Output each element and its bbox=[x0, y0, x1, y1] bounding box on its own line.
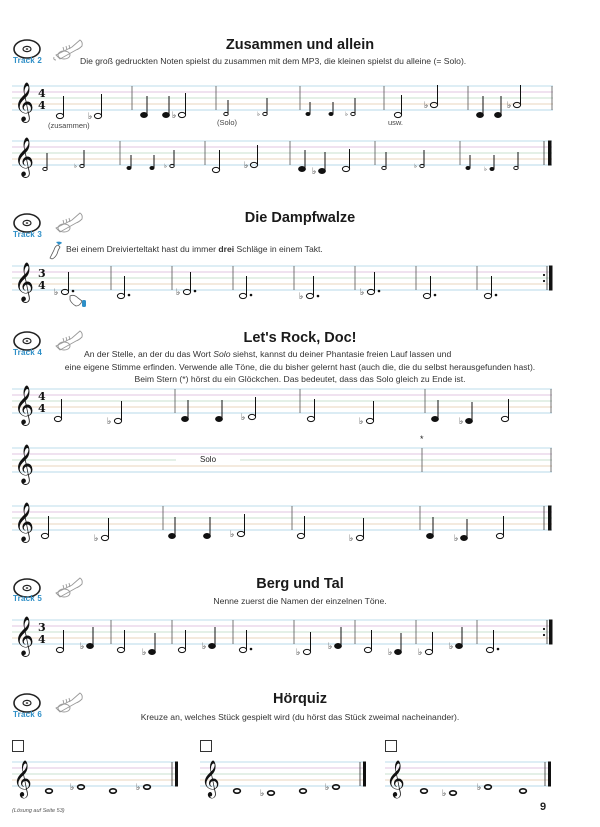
svg-text:♭: ♭ bbox=[172, 111, 177, 121]
section-title: Die Dampfwalze bbox=[244, 210, 356, 226]
svg-text:♭: ♭ bbox=[454, 534, 459, 544]
svg-text:♭: ♭ bbox=[477, 783, 482, 793]
treble-clef-icon: 𝄞 bbox=[14, 502, 35, 542]
svg-text:♭: ♭ bbox=[202, 642, 207, 652]
music-staff bbox=[0, 80, 600, 140]
section-description: Die groß gedruckten Noten spielst du zusammen mit dem MP3, die kleinen spielst du alleine (= Solo). bbox=[80, 56, 467, 66]
svg-text:♭: ♭ bbox=[418, 648, 423, 658]
quiz-option-3-checkbox[interactable] bbox=[385, 740, 397, 752]
music-staff bbox=[0, 260, 600, 320]
svg-text:♭: ♭ bbox=[349, 534, 354, 544]
music-staff-solo bbox=[0, 434, 600, 502]
svg-text:♭: ♭ bbox=[107, 417, 112, 427]
final-barline bbox=[548, 506, 552, 531]
section-description-line-1: An der Stelle, an der du das Wort Solo siehst, kannst du deiner Phantasie freien Lauf lassen und bbox=[84, 349, 452, 359]
treble-clef-icon: 𝄞 bbox=[14, 385, 35, 425]
svg-text:♭: ♭ bbox=[70, 783, 75, 793]
music-staff bbox=[0, 135, 600, 195]
music-staff bbox=[0, 500, 600, 560]
svg-text:4: 4 bbox=[38, 87, 46, 100]
note-label-solo: (Solo) bbox=[217, 118, 238, 127]
quiz-option-2-checkbox[interactable] bbox=[200, 740, 212, 752]
svg-text:♭: ♭ bbox=[176, 288, 181, 298]
svg-text:♭: ♭ bbox=[360, 288, 365, 298]
section-description: Bei einem Dreivierteltakt hast du immer drei Schläge in einem Takt. bbox=[66, 244, 323, 254]
svg-text:4: 4 bbox=[38, 99, 46, 112]
svg-text:♭: ♭ bbox=[80, 642, 85, 652]
svg-text:4: 4 bbox=[38, 279, 46, 292]
emphasis-drei: drei bbox=[218, 244, 235, 254]
svg-text:4: 4 bbox=[38, 633, 46, 646]
staff-notation bbox=[0, 260, 600, 320]
svg-text:♭: ♭ bbox=[449, 642, 454, 652]
treble-clef-icon: 𝄞 bbox=[14, 137, 35, 177]
star-marker: * bbox=[420, 434, 424, 444]
section-description-line-3: Beim Stern (*) hörst du ein Glöckchen. Das bedeutet, dass das Solo gleich zu Ende ist. bbox=[134, 374, 466, 384]
track-label: Track 5 bbox=[13, 594, 42, 603]
svg-text:♭: ♭ bbox=[388, 648, 393, 658]
svg-text:♭: ♭ bbox=[54, 288, 59, 298]
track-label: Track 6 bbox=[13, 710, 42, 719]
svg-text:♭: ♭ bbox=[328, 642, 333, 652]
svg-text:♭: ♭ bbox=[136, 783, 141, 793]
staff-notation bbox=[0, 383, 600, 443]
svg-text:♭: ♭ bbox=[312, 167, 317, 177]
svg-text:♭: ♭ bbox=[260, 789, 265, 799]
track-label: Track 4 bbox=[13, 348, 42, 357]
treble-clef-icon: 𝄞 bbox=[14, 82, 35, 122]
svg-text:♭: ♭ bbox=[74, 163, 77, 170]
svg-text:♭: ♭ bbox=[442, 789, 447, 799]
treble-clef-icon: 𝄞 bbox=[13, 759, 32, 797]
svg-text:♭: ♭ bbox=[241, 413, 246, 423]
repeat-barline bbox=[549, 620, 553, 645]
svg-text:♭: ♭ bbox=[424, 101, 429, 111]
repeat-barline bbox=[549, 266, 553, 291]
final-barline bbox=[548, 141, 552, 166]
svg-text:♭: ♭ bbox=[257, 111, 260, 118]
svg-text:♭: ♭ bbox=[345, 111, 348, 118]
svg-text:♭: ♭ bbox=[164, 163, 167, 170]
track-label: Track 2 bbox=[13, 56, 42, 65]
section-description-line-2: eine eigene Stimme erfinden. Verwende alle Töne, die du bisher gelernt hast (auch die, die du selbst herausgefunden hast). bbox=[64, 362, 536, 372]
svg-text:♭: ♭ bbox=[94, 534, 99, 544]
treble-clef-icon: 𝄞 bbox=[14, 262, 35, 302]
quiz-option-3-staff bbox=[373, 756, 573, 806]
music-staff bbox=[0, 614, 600, 674]
section-description: Kreuze an, welches Stück gespielt wird (du hörst das Stück zweimal nacheinander). bbox=[140, 712, 460, 722]
quiz-option-1-checkbox[interactable] bbox=[12, 740, 24, 752]
track-label: Track 3 bbox=[13, 230, 42, 239]
svg-text:4: 4 bbox=[38, 402, 46, 415]
quiz-option-2-staff bbox=[188, 756, 388, 806]
treble-clef-icon: 𝄞 bbox=[14, 616, 35, 656]
svg-text:♭: ♭ bbox=[359, 417, 364, 427]
svg-text:♭: ♭ bbox=[507, 101, 512, 111]
note-label-zusammen: (zusammen) bbox=[48, 121, 90, 130]
treble-clef-icon: 𝄞 bbox=[386, 759, 405, 797]
svg-text:3: 3 bbox=[38, 621, 46, 634]
music-staff bbox=[0, 383, 600, 443]
section-description: Nenne zuerst die Namen der einzelnen Töne. bbox=[213, 596, 387, 606]
treble-clef-icon: 𝄞 bbox=[201, 759, 220, 797]
staff-notation bbox=[0, 80, 600, 140]
pointing-hand-icon bbox=[46, 240, 64, 260]
note-label-usw: usw. bbox=[388, 118, 404, 127]
svg-text:♭: ♭ bbox=[414, 163, 417, 170]
pointing-hand-icon bbox=[68, 292, 88, 310]
svg-text:♭: ♭ bbox=[230, 530, 235, 540]
svg-text:♭: ♭ bbox=[296, 648, 301, 658]
section-title: Let's Rock, Doc! bbox=[243, 330, 357, 346]
svg-text:♭: ♭ bbox=[459, 417, 464, 427]
svg-text:♭: ♭ bbox=[299, 292, 304, 302]
svg-text:♭: ♭ bbox=[484, 166, 487, 173]
page-number: 9 bbox=[540, 801, 547, 813]
svg-text:♭: ♭ bbox=[325, 783, 330, 793]
staff-notation bbox=[0, 442, 600, 502]
staff-notation bbox=[0, 614, 600, 674]
staff-notation bbox=[0, 135, 600, 195]
section-title: Zusammen und allein bbox=[225, 37, 375, 53]
quiz-option-1-staff bbox=[0, 756, 200, 806]
svg-text:♭: ♭ bbox=[88, 112, 93, 122]
svg-text:4: 4 bbox=[38, 390, 46, 403]
solution-reference: (Lösung auf Seite 53) bbox=[12, 808, 65, 814]
svg-text:♭: ♭ bbox=[244, 161, 249, 171]
treble-clef-icon: 𝄞 bbox=[14, 444, 35, 484]
svg-text:♭: ♭ bbox=[142, 648, 147, 658]
staff-notation bbox=[0, 500, 600, 560]
svg-text:3: 3 bbox=[38, 267, 46, 280]
section-title: Hörquiz bbox=[273, 691, 327, 707]
section-title: Berg und Tal bbox=[256, 576, 344, 592]
solo-label: Solo bbox=[200, 455, 217, 464]
